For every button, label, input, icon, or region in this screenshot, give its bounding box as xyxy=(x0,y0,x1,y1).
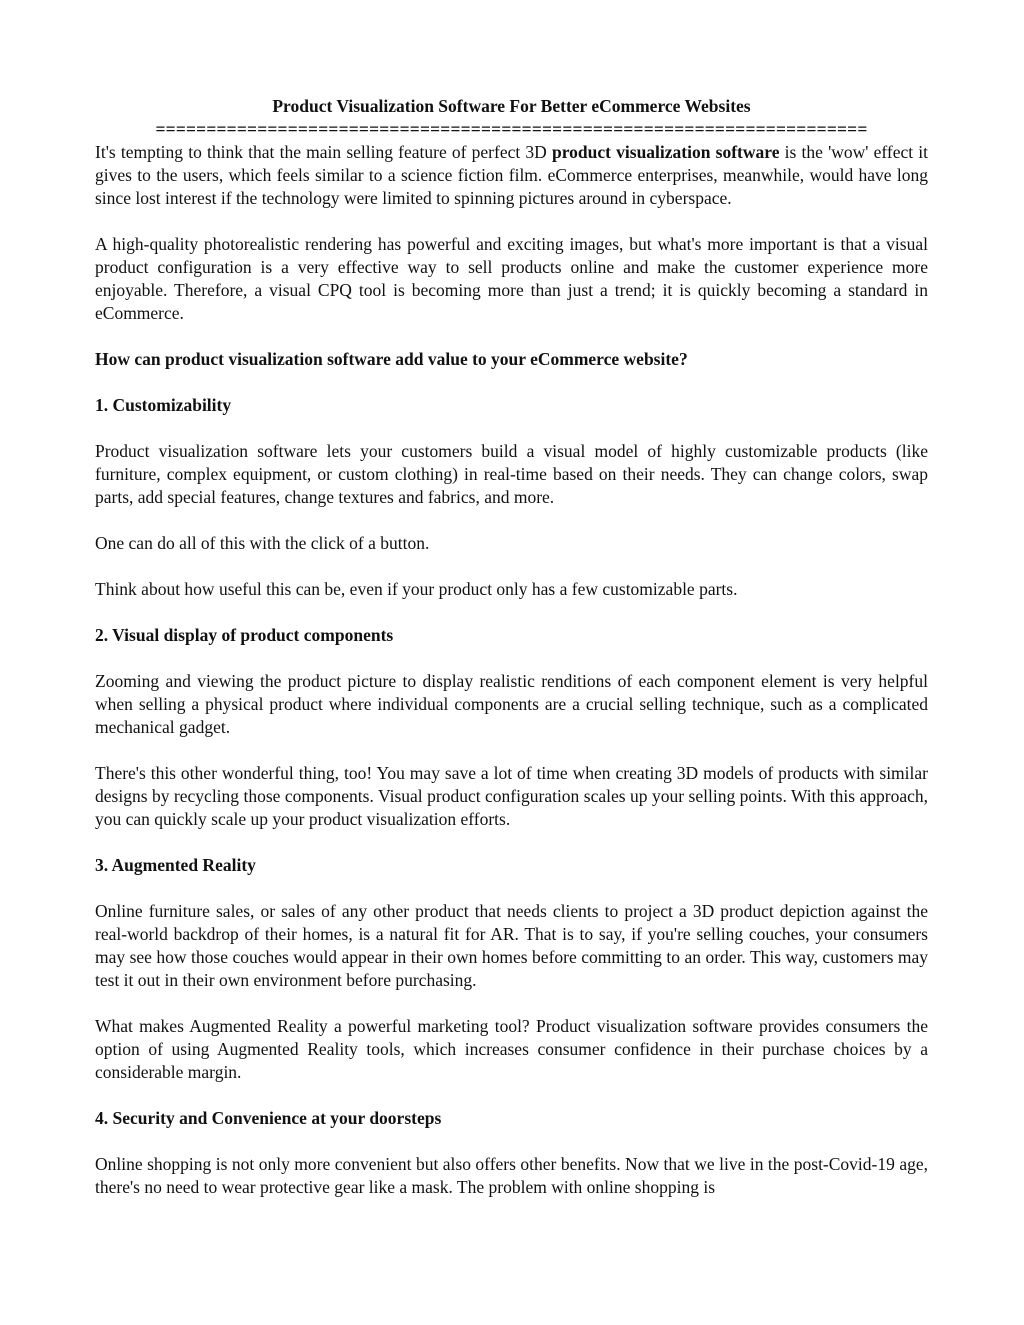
intro-paragraph xyxy=(95,141,928,210)
body-paragraph: Online shopping is not only more convenient but also offers other benefits. Now that we live in the post-Covid-19 age, there's no need to wear protective gear like a mask. The problem with online shopping is xyxy=(95,1154,928,1197)
section-heading-visual-display: 2. Visual display of product components xyxy=(95,625,394,645)
body-paragraph: One can do all of this with the click of a button. xyxy=(95,533,430,553)
question-heading: How can product visualization software add value to your eCommerce website? xyxy=(95,349,688,369)
intro-text-after: is the 'wow' effect it gives to the users, which feels similar to a science fiction film. eCommerce enterprises, meanwhile, would have long since lost interest if the technology were limited to spinning pictures around in cyberspace. xyxy=(95,142,928,208)
intro-text-before: It's tempting to think that the main selling feature of perfect 3D xyxy=(95,142,552,162)
document-body xyxy=(95,95,928,1222)
body-paragraph: Zooming and viewing the product picture to display realistic renditions of each component element is very helpful when selling a physical product where individual components are a crucial selling technique, such as a complicated mechanical gadget. xyxy=(95,671,928,737)
section-heading-augmented-reality: 3. Augmented Reality xyxy=(95,855,256,875)
body-paragraph: Think about how useful this can be, even if your product only has a few customizable parts. xyxy=(95,579,738,599)
title-underline-rule: ====================================================================== xyxy=(155,119,868,139)
body-paragraph: Product visualization software lets your customers build a visual model of highly customizable products (like furniture, complex equipment, or custom clothing) in real-time based on their needs. They can change colors, swap parts, add special features, change textures and fabrics, and more. xyxy=(95,441,928,507)
body-paragraph: What makes Augmented Reality a powerful marketing tool? Product visualization software provides consumers the option of using Augmented Reality tools, which increases consumer confidence in their purchase choices by a considerable margin. xyxy=(95,1016,928,1082)
body-paragraph: Online furniture sales, or sales of any other product that needs clients to project a 3D product depiction against the real-world backdrop of their homes, is a natural fit for AR. That is to say, if you're selling couches, your consumers may see how those couches would appear in their own homes before committing to an order. This way, customers may test it out in their own environment before purchasing. xyxy=(95,901,928,990)
intro-keyword: product visualization software xyxy=(551,142,780,162)
body-paragraph: A high-quality photorealistic rendering has powerful and exciting images, but what's more important is that a visual product configuration is a very effective way to sell products online and make the customer experience more enjoyable. Therefore, a visual CPQ tool is becoming more than just a trend; it is quickly becoming a standard in eCommerce. xyxy=(95,234,928,323)
body-paragraph: There's this other wonderful thing, too! You may save a lot of time when creating 3D models of products with similar designs by recycling those components. Visual product configuration scales up your selling points. With this approach, you can quickly scale up your product visualization efforts. xyxy=(95,763,928,829)
section-heading-customizability: 1. Customizability xyxy=(95,395,232,415)
section-heading-security: 4. Security and Convenience at your doorsteps xyxy=(95,1108,442,1128)
page-title: Product Visualization Software For Better eCommerce Websites xyxy=(272,96,751,116)
